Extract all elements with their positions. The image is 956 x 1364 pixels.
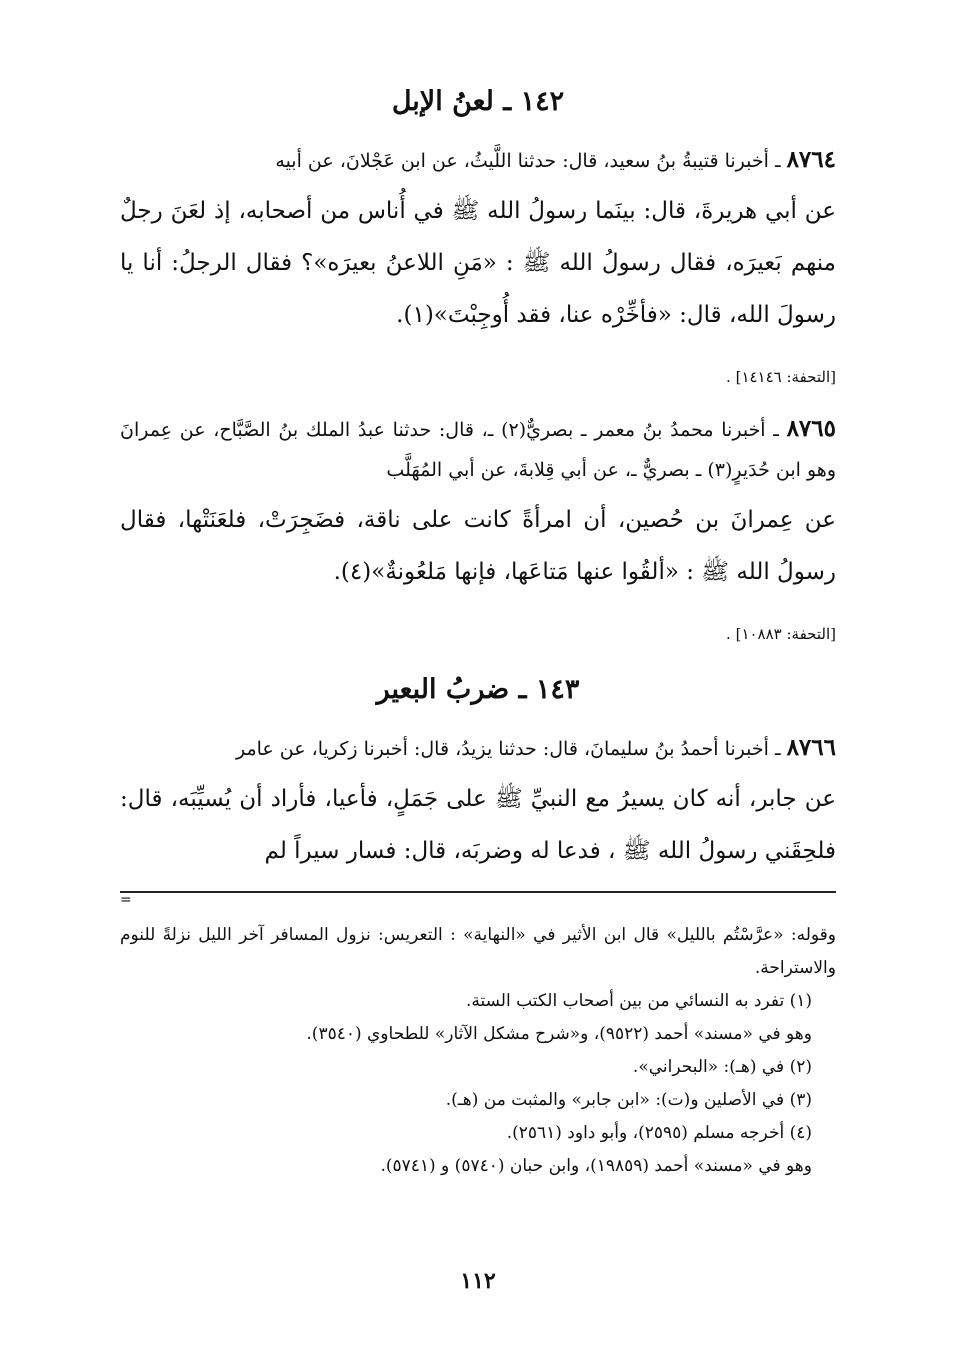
section-title: ١٤٢ ـ لعنُ الإبل — [391, 86, 565, 117]
hadith-8764 — [120, 140, 836, 391]
footnote-item: وهو في «مسند» أحمد (٩٥٢٢)، و«شرح مشكل الآثار» للطحاوي (٣٥٤٠). — [306, 1024, 812, 1044]
isnad-text: ـ أخبرنا قتيبةُ بنُ سعيد، قال: حدثنا اللَّيثُ، عن ابن عَجْلانَ، عن أبيه — [275, 150, 787, 172]
hadith-8766 — [120, 728, 836, 877]
page-number: ١١٢ — [460, 1268, 496, 1294]
hadith-number: ٨٧٦٥ — [786, 415, 836, 442]
separator-line — [120, 891, 836, 893]
footnote-item: (٤) أخرجه مسلم (٢٥٩٥)، وأبو داود (٢٥٦١). — [506, 1123, 812, 1143]
footnote-item: (١) تفرد به النسائي من بين أصحاب الكتب الستة. — [465, 991, 812, 1011]
section-title: ١٤٣ ـ ضربُ البعير — [376, 674, 580, 705]
footnote-separator — [120, 891, 836, 908]
hadith-8765 — [120, 409, 836, 648]
hadith-isnad — [120, 140, 836, 181]
hadith-isnad — [120, 409, 836, 490]
separator-mark: = — [120, 892, 132, 908]
isnad-text: ـ أخبرنا محمدُ بنُ معمر ـ بصريٌّ(٢) ـ، قال: حدثنا عبدُ الملك بنُ الصَّبَّاح، عن عِمرانَ وهو ابن حُدَيرٍ(٣) ـ بصريٌّ ـ، عن أبي قِلابةَ، عن أبي المُهَلَّب — [120, 419, 836, 481]
footnotes — [120, 919, 836, 1183]
hadith-number: ٨٧٦٤ — [786, 146, 836, 173]
page-body — [120, 78, 836, 1183]
hadith-matn: عن أبي هريرةَ، قال: بينَما رسولُ الله ﷺ في أُناس من أصحابه، إذ لعَنَ رجلٌ منهم بَعيرَه، فقال رسولُ الله ﷺ : «مَنِ اللاعنُ بعيرَه»؟ فقال الرجلُ: أنا يا رسولَ الله، قال: «فأخِّرْه عنا، فقد أُوجِبْتَ»(١). — [120, 198, 836, 328]
footnote-item: (٢) في (هـ): «البحراني». — [632, 1057, 812, 1077]
hadith-number: ٨٧٦٦ — [786, 734, 836, 761]
footnote-item: وهو في «مسند» أحمد (١٩٨٥٩)، وابن حبان (٥٧٤٠) و (٥٧٤١). — [380, 1156, 812, 1176]
hadith-isnad — [120, 728, 836, 769]
hadith-matn: عن جابر، أنه كان يسيرُ مع النبيِّ ﷺ على جَمَلٍ، فأعيا، فأراد أن يُسيِّبَه، قال: فلحِقَني رسولُ الله ﷺ ، فدعا له وضربَه، قال: فسار سيراً لم — [120, 786, 836, 864]
footnote-item: (٣) في الأصلين و(ت): «ابن جابر» والمثبت من (هـ). — [445, 1090, 812, 1110]
tuhfa-reference: [التحفة: ١٤١٤٦] . — [726, 368, 836, 386]
hadith-matn: عن عِمرانَ بن حُصين، أن امرأةً كانت على ناقة، فضَجِرَتْ، فلعَنَتْها، فقال رسولُ الله ﷺ : «ألقُوا عنها مَتاعَها، فإنها مَلعُونةٌ»(٤). — [120, 507, 836, 585]
isnad-text: ـ أخبرنا أحمدُ بنُ سليمانَ، قال: حدثنا يزيدُ، قال: أخبرنا زكريا، عن عامر — [235, 738, 787, 760]
tuhfa-reference: [التحفة: ١٠٨٨٣] . — [726, 625, 836, 643]
footnote-continuation: وقوله: «عرَّسْتُم بالليل» قال ابن الأثير في «النهاية» : التعريس: نزول المسافر آخر الليل نزلةً للنوم والاستراحة. — [120, 925, 836, 978]
